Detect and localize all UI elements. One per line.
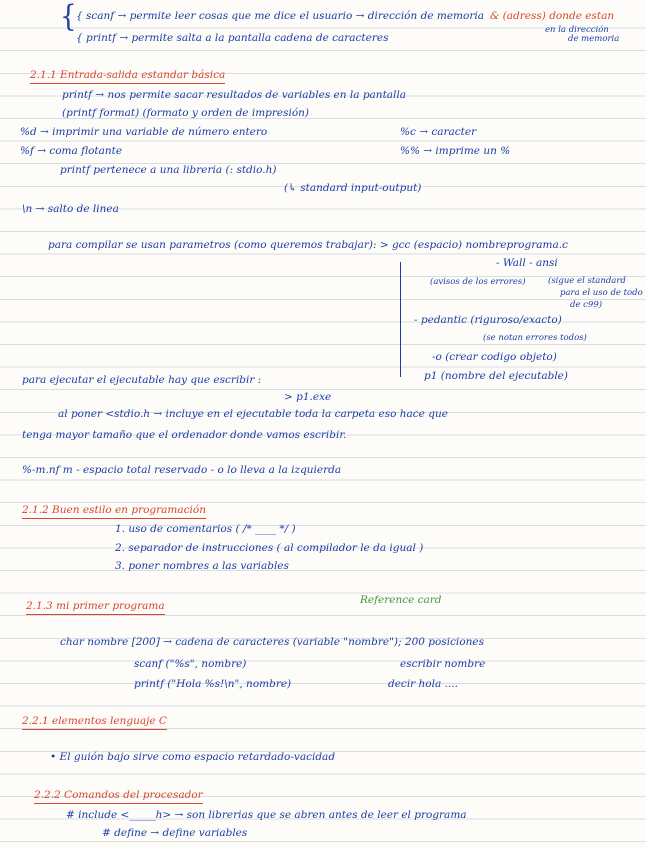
note-line: de memoria	[568, 34, 620, 44]
section-heading: 2.2.2 Comandos del procesador	[34, 788, 203, 804]
note-line: (sigue el standard	[548, 276, 626, 286]
section-heading: 2.1.3 mi primer programa	[26, 599, 165, 615]
reference-card-label: Reference card	[360, 594, 442, 606]
note-line: %-m.nf m - espacio total reservado - o lo lleva a la izquierda	[22, 464, 342, 476]
note-line: (se notan errores todos)	[483, 333, 587, 343]
note-line: \n → salto de linea	[22, 203, 119, 215]
note-line: %% → imprime un %	[400, 145, 511, 157]
note-line: decir hola ....	[388, 678, 458, 690]
note-line: para ejecutar el ejecutable hay que escribir :	[22, 374, 262, 386]
note-line: { scanf → permite leer cosas que me dice el usuario → dirección de memoria	[76, 10, 484, 22]
note-line: al poner <stdio.h → incluye en el ejecutable toda la carpeta eso hace que	[58, 408, 448, 420]
note-line: 3. poner nombres a las variables	[115, 560, 289, 572]
note-line: 2. separador de instrucciones ( al compilador le da igual )	[115, 542, 424, 554]
note-line: # define → define variables	[102, 827, 248, 839]
note-line: para compilar se usan parametros (como queremos trabajar): > gcc (espacio) nombreprograma.c	[48, 239, 568, 251]
note-line: %c → caracter	[400, 126, 477, 138]
note-line: (avisos de los errores)	[430, 277, 526, 287]
section-heading: 2.1.2 Buen estilo en programación	[22, 503, 206, 519]
left-brace: {	[60, 0, 77, 35]
note-line: printf ("Hola %s!\n", nombre)	[134, 678, 292, 690]
section-heading: 2.2.1 elementos lenguaje C	[22, 714, 167, 730]
note-line: -o (crear codigo objeto)	[432, 351, 557, 363]
note-line: p1 (nombre del ejecutable)	[424, 370, 568, 382]
note-line: 1. uso de comentarios ( /* ____ */ )	[115, 523, 296, 535]
note-line: %f → coma flotante	[20, 145, 123, 157]
note-line: %d → imprimir una variable de número entero	[20, 126, 268, 138]
note-line: de c99)	[570, 300, 603, 310]
note-line: scanf ("%s", nombre)	[134, 658, 247, 670]
note-line: { printf → permite salta a la pantalla cadena de caracteres	[76, 32, 389, 44]
vertical-divider	[400, 262, 401, 377]
note-line: • El guión bajo sirve como espacio retardado-vacidad	[50, 751, 336, 763]
note-line: & (adress) donde estan	[490, 10, 615, 22]
note-line: tenga mayor tamaño que el ordenador donde vamos escribir.	[22, 429, 347, 441]
note-line: # include <_____h> → son librerias que se abren antes de leer el programa	[66, 809, 467, 821]
note-line: (printf format) (formato y orden de impresión)	[62, 107, 310, 119]
section-heading: 2.1.1 Entrada-salida estandar básica	[30, 68, 225, 84]
note-line: printf pertenece a una libreria (: stdio.h)	[60, 164, 277, 176]
note-line: - pedantic (riguroso/exacto)	[414, 314, 562, 326]
note-line: printf → nos permite sacar resultados de variables en la pantalla	[62, 89, 407, 101]
note-line: > p1.exe	[284, 391, 332, 403]
note-line: (↳ standard input-output)	[284, 182, 422, 194]
note-line: en la dirección	[545, 25, 609, 35]
note-line: - Wall - ansi	[496, 257, 558, 269]
note-line: para el uso de todo	[560, 288, 643, 298]
note-line: escribir nombre	[400, 658, 486, 670]
note-line: char nombre [200] → cadena de caracteres (variable "nombre"); 200 posiciones	[60, 636, 484, 648]
